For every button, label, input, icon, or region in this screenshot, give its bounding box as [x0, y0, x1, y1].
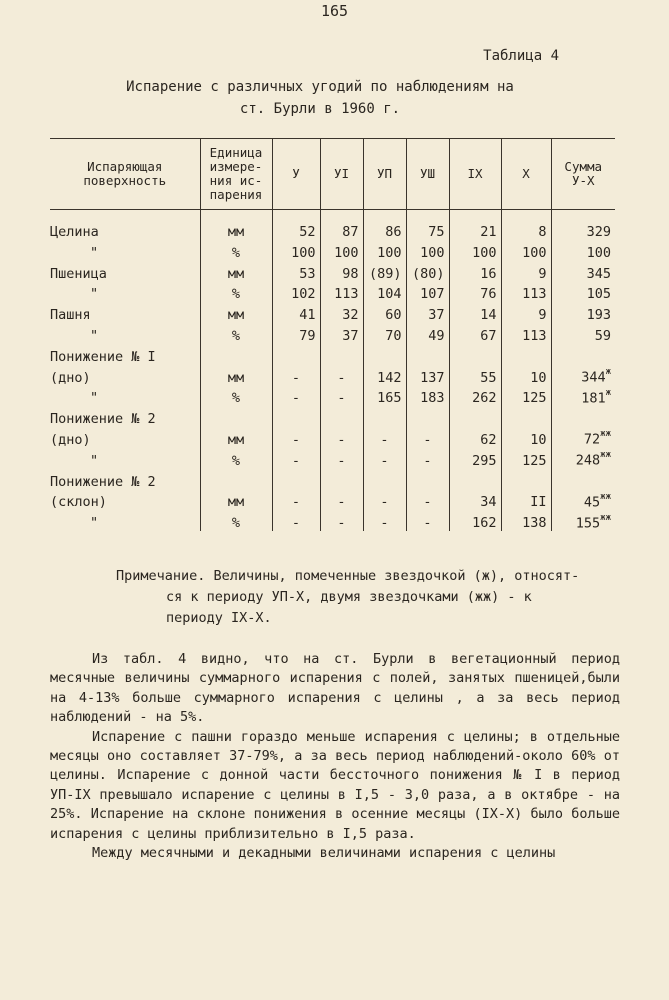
row-unit: мм — [200, 365, 272, 386]
row-unit: % — [200, 386, 272, 407]
row-unit — [200, 469, 272, 490]
cell-value: 104 — [377, 286, 402, 303]
row-value — [449, 469, 501, 490]
cell-value: 100 — [586, 244, 611, 261]
row-value — [320, 386, 363, 407]
cell-value: 62 — [480, 431, 497, 448]
header-month: IX — [449, 139, 501, 210]
title-line-1: Испарение с различных угодий по наблюдениям на — [126, 79, 514, 95]
cell-value: - — [337, 431, 346, 448]
asterisk-mark: жж — [600, 512, 611, 523]
row-value — [363, 469, 406, 490]
note-line-3: периоду IX-Х. — [166, 610, 272, 626]
header-month: УШ — [406, 139, 449, 210]
header-month: У — [272, 139, 320, 210]
row-surface: Понижение № 2 — [50, 473, 156, 490]
cell-value: 86 — [385, 224, 402, 240]
asterisk-mark: ж — [605, 387, 611, 398]
cell-value: 100 — [522, 244, 547, 261]
row-value — [449, 490, 501, 511]
cell-value: 8 — [538, 224, 547, 240]
cell-value: - — [380, 452, 389, 469]
row-unit: мм — [200, 490, 272, 511]
cell-value: 113 — [522, 327, 547, 344]
asterisk-mark: ж — [605, 367, 611, 378]
cell-value: 295 — [472, 452, 497, 469]
row-value — [320, 344, 363, 365]
row-value — [449, 427, 501, 448]
table-row — [50, 240, 615, 261]
asterisk-mark: жж — [600, 450, 611, 461]
row-surface: " — [90, 244, 99, 261]
row-value — [501, 469, 551, 490]
row-value — [406, 490, 449, 511]
cell-value: 113 — [522, 286, 547, 303]
paragraph: Испарение с пашни гораздо меньше испарения с целины; в отдельные месяцы оно составляет 37-79%, а за весь период наблюдений-около 60% от целины. Испарение с донной части бессточного понижения № I в период УП-IX превышало испарение с целины в I,5 - 3,0 раза, а в октябре - на 25%. Испарение на склоне понижения в осенние месяцы (IX-Х) было больше испарения с целины приблизительно в I,5 раза. — [50, 728, 620, 842]
row-value — [406, 240, 449, 261]
table-row — [50, 427, 615, 448]
cell-value: - — [291, 515, 301, 532]
header-surface: Испаряющая поверхность — [50, 139, 200, 210]
row-value — [363, 210, 406, 241]
table-label: Таблица 4 — [483, 48, 559, 64]
row-value — [406, 210, 449, 241]
header-row — [50, 139, 615, 210]
row-surface: Целина — [50, 224, 99, 240]
cell-value: 193 — [586, 307, 611, 324]
paragraph: Из табл. 4 видно, что на ст. Бурли в вегетационный период месячные величины суммарного испарения с полей, занятых пшеницей,были на 4-13% больше суммарного испарения с целины , а за весь период наблюдений - на 5%. — [50, 651, 620, 726]
cell-value: 183 — [420, 390, 445, 407]
row-unit: мм — [200, 427, 272, 448]
row-value — [363, 406, 406, 427]
row-value — [501, 344, 551, 365]
cell-value: 60 — [385, 307, 402, 324]
row-value — [501, 302, 551, 323]
row-sum — [551, 365, 615, 386]
row-value — [501, 210, 551, 241]
row-value — [406, 365, 449, 386]
row-surface: Понижение № I — [50, 348, 156, 365]
row-value — [320, 406, 363, 427]
cell-value: 345 — [586, 265, 611, 282]
row-value — [449, 448, 501, 469]
row-unit: мм — [200, 261, 272, 282]
row-value — [406, 344, 449, 365]
cell-value: 45 — [583, 494, 601, 511]
row-value — [272, 323, 320, 344]
cell-value: 49 — [428, 327, 445, 344]
row-unit: % — [200, 510, 272, 531]
row-value — [320, 261, 363, 282]
row-value — [406, 448, 449, 469]
cell-value: 181 — [581, 390, 606, 407]
row-value — [272, 386, 320, 407]
row-value — [363, 365, 406, 386]
cell-value: 53 — [299, 265, 316, 282]
table-row — [50, 510, 615, 531]
cell-value: 55 — [480, 369, 497, 386]
row-surface: (склон) — [50, 494, 107, 511]
row-value — [501, 261, 551, 282]
row-value — [363, 510, 406, 531]
row-value — [272, 261, 320, 282]
row-value — [272, 406, 320, 427]
table-row — [50, 386, 615, 407]
row-value — [501, 323, 551, 344]
cell-value: 52 — [299, 224, 316, 240]
cell-value: 142 — [377, 369, 402, 386]
cell-value: 14 — [480, 307, 497, 324]
row-value — [449, 365, 501, 386]
row-surface: " — [90, 327, 99, 344]
row-value — [363, 427, 406, 448]
table-body — [50, 210, 615, 532]
cell-value: 34 — [480, 494, 497, 511]
row-value — [363, 448, 406, 469]
cell-value: 248 — [575, 452, 601, 469]
row-sum — [551, 210, 615, 241]
row-value — [501, 427, 551, 448]
row-value — [272, 510, 320, 531]
row-unit — [200, 406, 272, 427]
cell-value: 138 — [522, 515, 547, 532]
row-surface: Пашня — [50, 307, 91, 324]
cell-value: 21 — [480, 224, 497, 240]
asterisk-mark: жж — [600, 491, 611, 502]
row-value — [363, 490, 406, 511]
cell-value: - — [337, 515, 346, 532]
row-unit: мм — [200, 210, 272, 241]
table-row — [50, 469, 615, 490]
row-sum — [551, 427, 615, 448]
row-value — [320, 240, 363, 261]
row-value — [272, 282, 320, 303]
cell-value: - — [423, 431, 432, 448]
cell-value: - — [291, 431, 301, 448]
asterisk-mark: жж — [600, 429, 611, 440]
row-value — [320, 302, 363, 323]
row-value — [320, 448, 363, 469]
row-unit: % — [200, 240, 272, 261]
row-sum — [551, 323, 615, 344]
row-sum — [551, 344, 615, 365]
cell-value: 107 — [420, 286, 445, 303]
cell-value: - — [337, 494, 346, 511]
cell-value: II — [530, 494, 547, 511]
header-month: УП — [363, 139, 406, 210]
cell-value: 9 — [538, 307, 547, 324]
row-unit: % — [200, 323, 272, 344]
row-surface: Понижение № 2 — [50, 411, 156, 428]
row-value — [449, 344, 501, 365]
cell-value: 162 — [472, 515, 497, 532]
cell-value: 105 — [586, 286, 611, 303]
row-value — [406, 406, 449, 427]
row-value — [363, 240, 406, 261]
row-sum — [551, 448, 615, 469]
row-value — [272, 427, 320, 448]
cell-value: 165 — [377, 390, 402, 407]
table-row — [50, 365, 615, 386]
cell-value: 70 — [385, 327, 402, 344]
row-value — [272, 240, 320, 261]
note-line-1: Примечание. Величины, помеченные звездочкой (ж), относят- — [116, 568, 580, 584]
row-value — [363, 302, 406, 323]
cell-value: 32 — [342, 307, 359, 324]
row-value — [363, 323, 406, 344]
row-value — [320, 323, 363, 344]
cell-value: 125 — [522, 452, 547, 469]
row-sum — [551, 240, 615, 261]
cell-value: - — [423, 494, 432, 511]
row-surface: " — [90, 515, 99, 532]
row-value — [320, 490, 363, 511]
row-value — [449, 282, 501, 303]
row-value — [272, 210, 320, 241]
cell-value: 41 — [299, 307, 316, 324]
row-sum — [551, 406, 615, 427]
page-number: 165 — [320, 2, 349, 20]
cell-value: 100 — [377, 244, 402, 261]
table-row — [50, 302, 615, 323]
row-value — [363, 261, 406, 282]
cell-value: 100 — [334, 244, 359, 261]
cell-value: 155 — [575, 515, 601, 532]
row-value — [272, 490, 320, 511]
row-value — [449, 240, 501, 261]
cell-value: - — [423, 452, 432, 469]
row-unit: мм — [200, 302, 272, 323]
evaporation-table — [50, 138, 615, 531]
cell-value: 113 — [334, 286, 359, 303]
table-row — [50, 261, 615, 282]
row-surface: (дно) — [50, 431, 91, 448]
table-row — [50, 282, 615, 303]
cell-value: 37 — [428, 307, 445, 324]
cell-value: 10 — [530, 369, 547, 386]
cell-value: 79 — [299, 327, 316, 344]
row-value — [501, 365, 551, 386]
row-value — [449, 510, 501, 531]
title-line-2: ст. Бурли в 1960 г. — [239, 101, 401, 117]
row-unit: % — [200, 448, 272, 469]
row-value — [363, 386, 406, 407]
row-surface: " — [90, 452, 99, 469]
cell-value: 76 — [480, 286, 497, 303]
cell-value: (89) — [368, 265, 402, 282]
row-sum — [551, 302, 615, 323]
row-value — [406, 302, 449, 323]
cell-value: - — [337, 452, 346, 469]
cell-value: 75 — [428, 224, 445, 240]
cell-value: - — [380, 515, 389, 532]
cell-value: - — [291, 452, 301, 469]
row-surface: " — [90, 390, 99, 407]
paragraph: Между месячными и декадными величинами испарения с целины — [92, 845, 556, 862]
cell-value: 100 — [472, 244, 497, 261]
row-value — [501, 282, 551, 303]
table-title — [60, 76, 580, 120]
row-value — [320, 427, 363, 448]
row-value — [406, 282, 449, 303]
table-row — [50, 344, 615, 365]
cell-value: 9 — [538, 265, 547, 282]
cell-value: - — [423, 515, 432, 532]
cell-value: - — [380, 431, 389, 448]
cell-value: 100 — [420, 244, 445, 261]
row-value — [320, 210, 363, 241]
cell-value: 37 — [342, 327, 359, 344]
cell-value: - — [380, 494, 389, 511]
row-unit: % — [200, 282, 272, 303]
cell-value: 100 — [291, 244, 316, 261]
row-value — [272, 302, 320, 323]
cell-value: - — [337, 390, 346, 407]
row-surface: " — [90, 286, 99, 303]
row-value — [272, 365, 320, 386]
row-value — [449, 386, 501, 407]
row-sum — [551, 386, 615, 407]
row-value — [501, 510, 551, 531]
row-value — [406, 469, 449, 490]
row-value — [320, 365, 363, 386]
cell-value: - — [291, 494, 301, 511]
table-row — [50, 323, 615, 344]
row-value — [406, 323, 449, 344]
row-sum — [551, 261, 615, 282]
cell-value: 67 — [480, 327, 497, 344]
header-month: X — [501, 139, 551, 210]
cell-value: - — [291, 369, 301, 386]
row-value — [449, 406, 501, 427]
row-value — [501, 406, 551, 427]
row-value — [272, 469, 320, 490]
row-value — [449, 261, 501, 282]
cell-value: 72 — [583, 431, 601, 448]
cell-value: - — [337, 369, 346, 386]
row-sum — [551, 510, 615, 531]
row-value — [501, 490, 551, 511]
row-value — [406, 386, 449, 407]
row-value — [501, 386, 551, 407]
cell-value: - — [291, 390, 301, 407]
row-value — [449, 302, 501, 323]
table-note — [116, 566, 636, 629]
row-sum — [551, 490, 615, 511]
header-sum: Сумма У-Х — [551, 139, 615, 210]
body-text — [50, 650, 620, 863]
row-value — [501, 240, 551, 261]
table-row — [50, 490, 615, 511]
cell-value: (80) — [411, 265, 445, 282]
cell-value: 125 — [522, 390, 547, 407]
row-value — [406, 261, 449, 282]
row-value — [320, 469, 363, 490]
row-value — [449, 323, 501, 344]
row-value — [272, 448, 320, 469]
table-row — [50, 448, 615, 469]
row-surface: Пшеница — [50, 265, 107, 282]
cell-value: 344 — [581, 369, 606, 386]
cell-value: 329 — [586, 224, 611, 240]
row-value — [406, 510, 449, 531]
row-value — [320, 510, 363, 531]
note-line-2: ся к периоду УП-Х, двумя звездочками (жж) - к — [166, 589, 532, 605]
row-sum — [551, 282, 615, 303]
row-value — [363, 344, 406, 365]
row-surface: (дно) — [50, 369, 91, 386]
cell-value: 262 — [472, 390, 497, 407]
header-unit: Единица измере-ния ис-парения — [200, 139, 272, 210]
cell-value: 10 — [530, 431, 547, 448]
header-month: УI — [320, 139, 363, 210]
cell-value: 16 — [480, 265, 497, 282]
cell-value: 98 — [342, 265, 359, 282]
table-row — [50, 210, 615, 241]
row-value — [272, 344, 320, 365]
table-row — [50, 406, 615, 427]
cell-value: 102 — [291, 286, 316, 303]
cell-value: 137 — [420, 369, 445, 386]
row-value — [501, 448, 551, 469]
row-sum — [551, 469, 615, 490]
cell-value: 59 — [594, 327, 611, 344]
row-value — [449, 210, 501, 241]
row-value — [406, 427, 449, 448]
row-unit — [200, 344, 272, 365]
row-value — [320, 282, 363, 303]
row-value — [363, 282, 406, 303]
cell-value: 87 — [342, 224, 359, 240]
